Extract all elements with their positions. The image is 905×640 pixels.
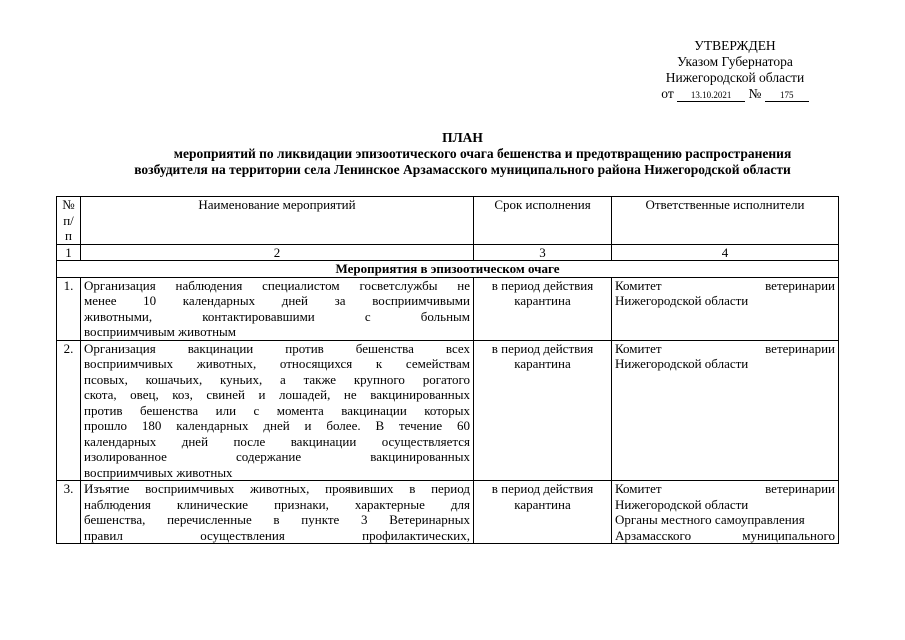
responsible-line: Нижегородской области: [615, 293, 749, 308]
table-row: [57, 340, 839, 481]
plan-title: ПЛАН: [442, 130, 483, 145]
activity-line: наблюдения клинические признаки, характерные для: [84, 496, 470, 512]
approval-number: 175: [765, 90, 809, 102]
column-number: 2: [81, 244, 474, 261]
approval-date: 13.10.2021: [677, 90, 745, 102]
approval-date-line: [640, 86, 830, 102]
header-term: Срок исполнения: [474, 197, 612, 245]
activity-line: восприимчивых животных, относящихся к семействам: [84, 356, 470, 371]
column-number: 3: [474, 244, 612, 261]
header-num-line-2: п/п: [63, 212, 74, 243]
row-responsible: [612, 481, 839, 544]
table-row: [57, 481, 839, 544]
header-responsible: Ответственные исполнители: [612, 197, 839, 245]
approval-line-decree: Указом Губернатора: [677, 54, 793, 69]
activity-line: бешенства, перечисленные в пункте 3 Ветеринарных: [84, 512, 470, 527]
activity-line: правил осуществления профилактических,: [84, 527, 470, 543]
activity-line: восприимчивых животных: [84, 464, 233, 480]
column-number: 4: [612, 244, 839, 261]
activity-line: животными, контактировавшими с больным: [84, 308, 470, 324]
plan-title-block: [40, 130, 885, 178]
row-index: 1.: [57, 277, 81, 340]
plan-subtitle-line-1: мероприятий по ликвидации эпизоотического очага бешенства и предотвращению распространения: [173, 146, 792, 161]
row-term: в период действия карантина: [474, 277, 612, 340]
activity-line: Изъятие восприимчивых животных, проявивших в период: [84, 481, 470, 496]
row-term: в период действия карантина: [474, 481, 612, 544]
responsible-line: Комитет ветеринарии: [615, 340, 835, 356]
approval-stamp: [640, 38, 830, 102]
responsible-line: Комитет ветеринарии: [615, 481, 835, 496]
column-number: 1: [57, 244, 81, 261]
plan-table: [56, 196, 839, 544]
responsible-line: Нижегородской области: [615, 356, 749, 371]
activity-line: псовых, кошачьих, куньих, а также крупного рогатого: [84, 371, 470, 387]
activity-line: восприимчивым животным: [84, 324, 237, 339]
table-header-row: [57, 197, 839, 245]
activity-line: Организация наблюдения специалистом госветслужбы не: [84, 277, 470, 293]
row-responsible: [612, 340, 839, 481]
header-num: [57, 197, 81, 245]
header-num-line-1: №: [62, 197, 75, 212]
row-activity: [81, 340, 474, 481]
activity-line: скота, овец, коз, свиней и лошадей, не вакцинированных: [84, 387, 470, 402]
activity-line: менее 10 календарных дней за восприимчивыми: [84, 293, 470, 308]
approval-title: УТВЕРЖДЕН: [694, 38, 776, 53]
responsible-line: Нижегородской области: [615, 496, 749, 512]
row-index: 2.: [57, 340, 81, 481]
activity-line: против бешенства или с момента вакцинации которых: [84, 402, 470, 418]
row-term: в период действия карантина: [474, 340, 612, 481]
activity-line: Организация вакцинации против бешенства всех: [84, 340, 470, 356]
approval-number-sign: №: [748, 86, 762, 101]
responsible-line: Комитет ветеринарии: [615, 277, 835, 293]
responsible-line: Органы местного самоуправления: [615, 512, 805, 527]
responsible-line: Арзамасского муниципального: [615, 527, 835, 543]
activity-line: прошло 180 календарных дней и более. В течение 60: [84, 418, 470, 433]
activity-line: календарных дней после вакцинации осуществляется: [84, 433, 470, 449]
row-index: 3.: [57, 481, 81, 544]
row-responsible: [612, 277, 839, 340]
header-name: Наименование мероприятий: [81, 197, 474, 245]
row-activity: [81, 277, 474, 340]
approval-line-region: Нижегородской области: [665, 70, 805, 85]
activity-line: изолированное содержание вакцинированных: [84, 449, 470, 464]
approval-from-label: от: [661, 86, 674, 101]
plan-subtitle-line-2: возбудителя на территории села Ленинское Арзамасского муниципального района Нижегородской области: [134, 162, 791, 177]
table-row: [57, 277, 839, 340]
section-row: [57, 261, 839, 278]
column-numbers-row: [57, 244, 839, 261]
row-activity: [81, 481, 474, 544]
section-title: Мероприятия в эпизоотическом очаге: [57, 261, 839, 278]
